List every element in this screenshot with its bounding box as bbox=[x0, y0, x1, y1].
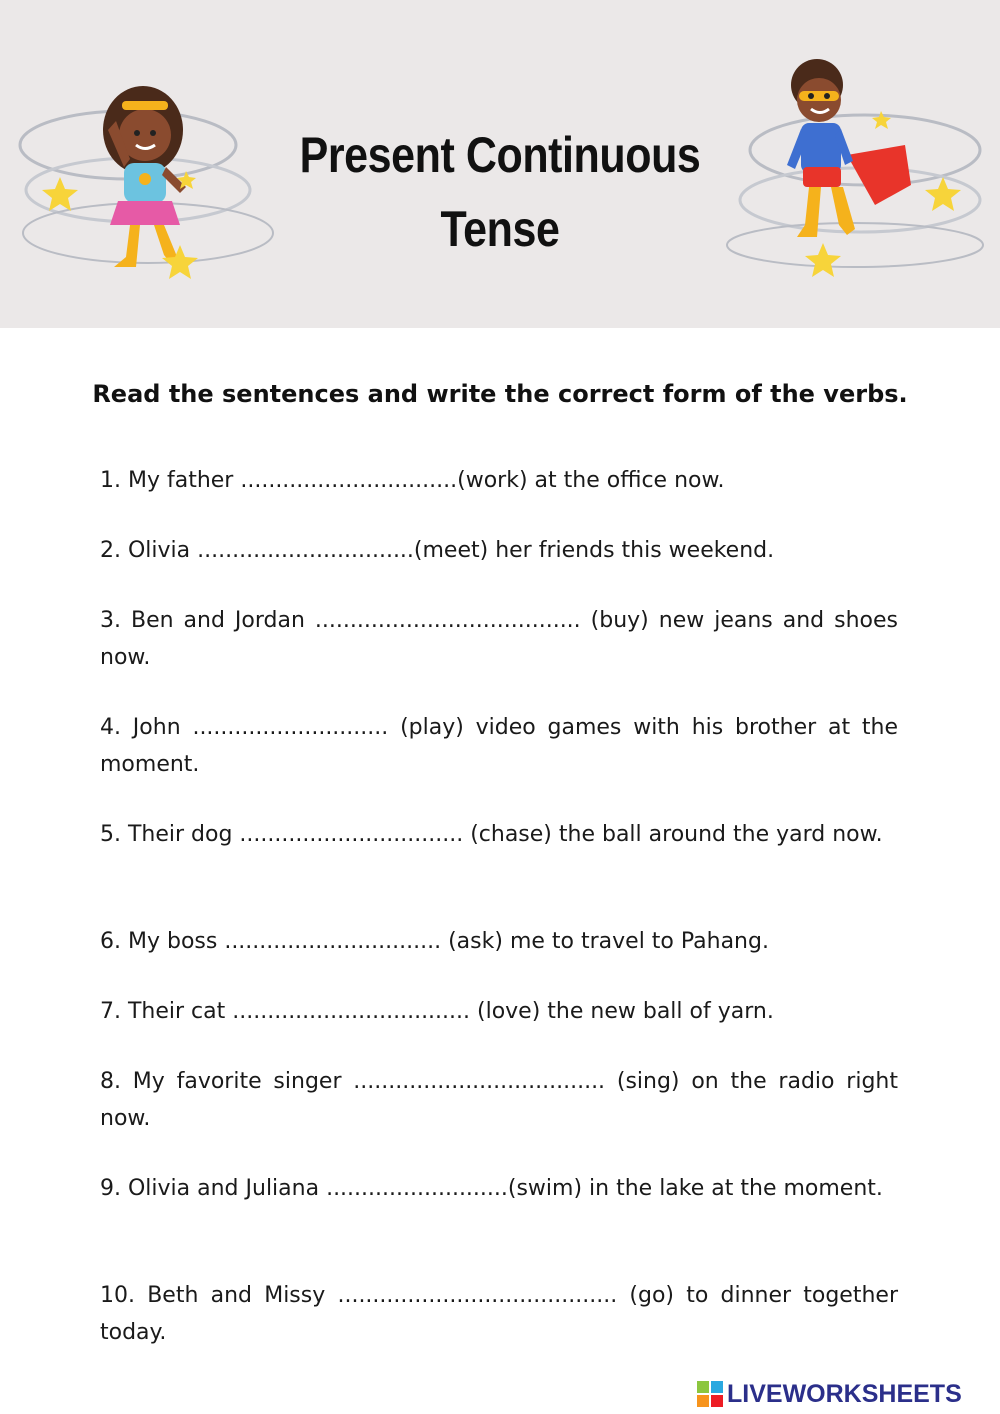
exercise-item-1: 1. My father ...............................(work) at the office now. bbox=[100, 468, 725, 493]
exercise-item-5: 5. Their dog ................................ (chase) the ball around the yard now. bbox=[100, 822, 883, 847]
superhero-boy-illustration bbox=[725, 55, 990, 285]
exercise-item-10: 10. Beth and Missy ........................................ (go) to dinner together today. bbox=[100, 1283, 898, 1345]
exercise-item-2: 2. Olivia ...............................(meet) her friends this weekend. bbox=[100, 538, 775, 563]
exercise-item-3: 3. Ben and Jordan ...................................... (buy) new jeans and shoes now. bbox=[100, 608, 898, 670]
logo-text: LIVEWORKSHEETS bbox=[727, 1379, 962, 1408]
exercise-item-7: 7. Their cat .................................. (love) the new ball of yarn. bbox=[100, 999, 774, 1024]
page-title bbox=[285, 118, 715, 266]
title-line-1: Present Continuous bbox=[299, 127, 701, 183]
superhero-girl-illustration bbox=[18, 75, 283, 285]
liveworksheets-logo-icon bbox=[697, 1381, 723, 1407]
exercise-item-6: 6. My boss ............................... (ask) me to travel to Pahang. bbox=[100, 929, 769, 954]
star-icon bbox=[42, 177, 78, 211]
exercise-item-9: 9. Olivia and Juliana ..........................(swim) in the lake at the moment. bbox=[100, 1176, 883, 1201]
header-banner bbox=[0, 0, 1000, 328]
instructions: Read the sentences and write the correct form of the verbs. bbox=[92, 380, 908, 408]
liveworksheets-logo bbox=[697, 1377, 997, 1411]
star-icon bbox=[805, 243, 841, 277]
exercise-item-4: 4. John ............................ (play) video games with his brother at the moment. bbox=[100, 715, 898, 777]
title-line-2: Tense bbox=[440, 201, 560, 257]
exercise-item-8: 8. My favorite singer .................................... (sing) on the radio right now. bbox=[100, 1069, 898, 1131]
